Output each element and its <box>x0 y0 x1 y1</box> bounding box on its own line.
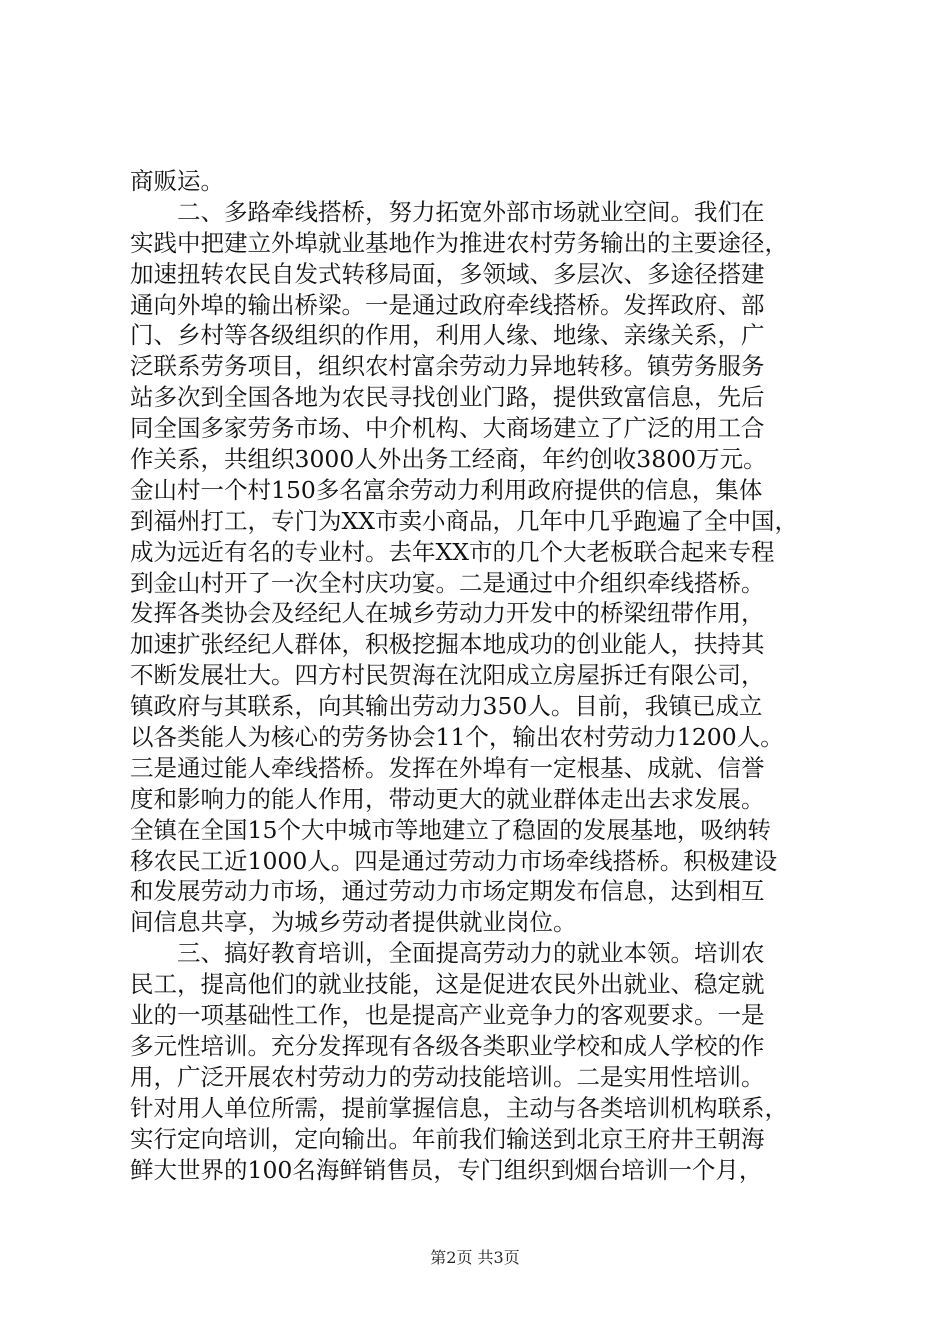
text-line: 加速扩张经纪人群体，积极挖掘本地成功的创业能人，扶持其 <box>130 630 765 659</box>
text-line: 业的一项基础性工作，也是提高产业竞争力的客观要求。一是 <box>130 1001 765 1030</box>
text-line: 作关系，共组织3000人外出务工经商，年约创收3800万元。 <box>130 445 767 474</box>
text-line: 泛联系劳务项目，组织农村富余劳动力异地转移。镇劳务服务 <box>130 352 765 381</box>
text-line: 成为远近有名的专业村。去年XX市的几个大老板联合起来专程 <box>130 537 775 566</box>
document-body <box>130 166 830 1185</box>
text-line: 实行定向培训，定向输出。年前我们输送到北京王府井王朝海 <box>130 1124 765 1153</box>
page-number-footer: 第2页 共3页 <box>430 1248 520 1267</box>
text-line: 加速扭转农民自发式转移局面，多领域、多层次、多途径搭建 <box>130 259 765 288</box>
text-line: 三是通过能人牵线搭桥。发挥在外埠有一定根基、成就、信誉 <box>130 753 765 782</box>
text-line: 鲜大世界的100名海鲜销售员，专门组织到烟台培训一个月， <box>130 1155 763 1184</box>
text-line: 二、多路牵线搭桥，努力拓宽外部市场就业空间。我们在 <box>130 197 765 226</box>
text-line: 度和影响力的能人作用，带动更大的就业群体走出去求发展。 <box>130 784 765 813</box>
text-line: 到金山村开了一次全村庆功宴。二是通过中介组织牵线搭桥。 <box>130 568 765 597</box>
text-line: 镇政府与其联系，向其输出劳动力350人。目前，我镇已成立 <box>130 692 763 721</box>
text-line: 移农民工近1000人。四是通过劳动力市场牵线搭桥。积极建设 <box>130 846 778 875</box>
text-line: 同全国多家劳务市场、中介机构、大商场建立了广泛的用工合 <box>130 414 765 443</box>
text-line: 针对用人单位所需，提前掌握信息，主动与各类培训机构联系， <box>130 1093 788 1122</box>
text-line: 三、搞好教育培训，全面提高劳动力的就业本领。培训农 <box>130 939 765 968</box>
text-line: 和发展劳动力市场，通过劳动力市场定期发布信息，达到相互 <box>130 877 765 906</box>
text-line: 间信息共享，为城乡劳动者提供就业岗位。 <box>130 908 577 937</box>
text-line: 民工，提高他们的就业技能，这是促进农民外出就业、稳定就 <box>130 970 765 999</box>
text-line: 不断发展壮大。四方村民贺海在沈阳成立房屋拆迁有限公司， <box>130 661 765 690</box>
text-line: 到福州打工，专门为XX市卖小商品，几年中几乎跑遍了全中国， <box>130 506 798 535</box>
text-line: 商贩运。 <box>130 167 224 195</box>
text-line: 站多次到全国各地为农民寻找创业门路，提供致富信息，先后 <box>130 383 765 412</box>
text-line: 实践中把建立外埠就业基地作为推进农村劳务输出的主要途径， <box>130 228 788 257</box>
text-line: 多元性培训。充分发挥现有各级各类职业学校和成人学校的作 <box>130 1031 765 1060</box>
text-line: 通向外埠的输出桥梁。一是通过政府牵线搭桥。发挥政府、部 <box>130 290 765 319</box>
text-line: 以各类能人为核心的劳务协会11个，输出农村劳动力1200人。 <box>130 723 784 752</box>
text-line: 门、乡村等各级组织的作用，利用人缘、地缘、亲缘关系，广 <box>130 321 765 350</box>
text-line: 用，广泛开展农村劳动力的劳动技能培训。二是实用性培训。 <box>130 1062 765 1091</box>
text-line: 全镇在全国15个大中城市等地建立了稳固的发展基地，吸纳转 <box>130 815 771 844</box>
text-line: 发挥各类协会及经纪人在城乡劳动力开发中的桥梁纽带作用， <box>130 599 765 628</box>
text-line: 金山村一个村150多名富余劳动力利用政府提供的信息，集体 <box>130 475 763 504</box>
